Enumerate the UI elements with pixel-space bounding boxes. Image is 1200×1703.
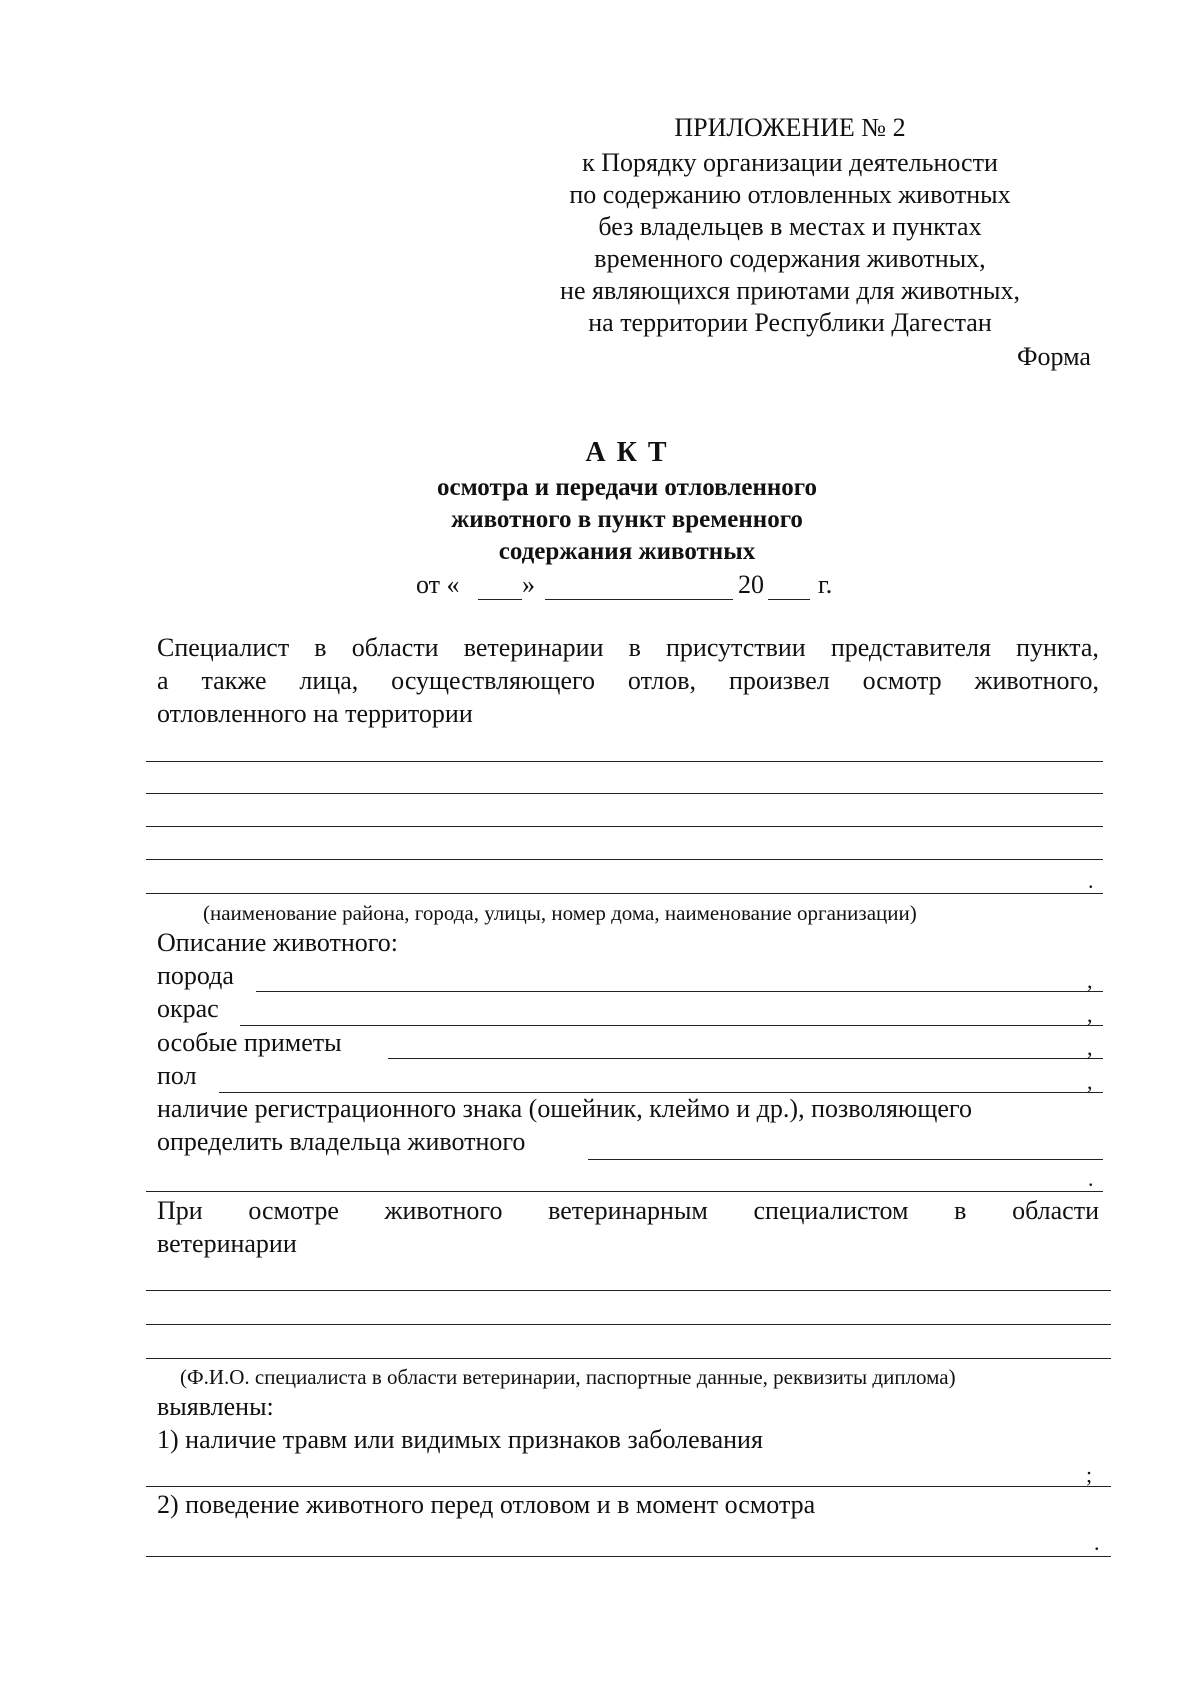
registration-line: наличие регистрационного знака (ошейник, клеймо и др.), позволяющего <box>157 1094 972 1123</box>
territory-line[interactable] <box>146 761 1103 762</box>
word: представителя <box>830 633 991 662</box>
word: лица, <box>299 666 359 695</box>
date-mid: » <box>522 570 535 599</box>
breed-label: порода <box>157 961 234 990</box>
intro-line: отловленного на территории <box>157 699 473 728</box>
word: животного <box>384 1196 503 1225</box>
word: животного, <box>974 666 1099 695</box>
finding-1-field[interactable] <box>146 1486 1111 1487</box>
header-line: не являющихся приютами для животных, <box>560 276 1020 305</box>
comma-mark: , <box>1087 1035 1093 1060</box>
header-line: к Порядку организации деятельности <box>582 148 998 177</box>
comma-mark: , <box>1087 968 1093 993</box>
finding-1: 1) наличие травм или видимых признаков заболевания <box>157 1425 763 1454</box>
word: в <box>314 633 327 662</box>
word: отлов, <box>627 666 697 695</box>
day-field[interactable] <box>478 599 522 600</box>
semicolon-mark: ; <box>1086 1462 1093 1487</box>
territory-line[interactable] <box>146 793 1103 794</box>
territory-line[interactable] <box>146 859 1103 860</box>
specialist-line[interactable] <box>146 1324 1111 1325</box>
specialist-line[interactable] <box>146 1358 1111 1359</box>
exam-line <box>157 1196 1099 1226</box>
word: ветеринарии <box>463 633 604 662</box>
comma-mark: , <box>1087 1002 1093 1027</box>
specialist-caption: (Ф.И.О. специалиста в области ветеринарии, паспортные данные, реквизиты диплома) <box>180 1365 956 1389</box>
date-year: 20 <box>738 570 764 599</box>
word: При <box>157 1196 203 1225</box>
form-label: Форма <box>1017 342 1091 371</box>
marks-label: особые приметы <box>157 1028 342 1057</box>
word: ветеринарным <box>548 1196 708 1225</box>
period-mark: . <box>1094 1530 1100 1555</box>
breed-field[interactable] <box>256 991 1103 992</box>
word: также <box>201 666 267 695</box>
header-line: на территории Республики Дагестан <box>588 308 992 337</box>
territory-caption: (наименование района, города, улицы, номер дома, наименование организации) <box>203 901 917 925</box>
period-mark: . <box>1088 868 1094 893</box>
finding-2: 2) поведение животного перед отловом и в момент осмотра <box>157 1490 816 1519</box>
registration-line: определить владельца животного <box>157 1127 526 1156</box>
word: в <box>954 1196 967 1225</box>
word: области <box>351 633 439 662</box>
word: осмотре <box>248 1196 339 1225</box>
header-line: по содержанию отловленных животных <box>569 180 1011 209</box>
found-label: выявлены: <box>157 1392 274 1421</box>
act-word: А К Т <box>585 437 669 468</box>
word: специалистом <box>753 1196 909 1225</box>
sex-field[interactable] <box>219 1092 1103 1093</box>
intro-line <box>157 666 1099 696</box>
description-heading: Описание животного: <box>157 928 399 957</box>
word: области <box>1012 1196 1099 1225</box>
exam-line: ветеринарии <box>157 1229 297 1258</box>
territory-line[interactable] <box>146 826 1103 827</box>
territory-line[interactable] <box>146 893 1103 894</box>
owner-field-continued[interactable] <box>146 1191 1103 1192</box>
title-line: животного в пункт временного <box>451 506 803 533</box>
title-line: осмотра и передачи отловленного <box>437 474 817 501</box>
comma-mark: , <box>1087 1069 1093 1094</box>
color-label: окрас <box>157 994 219 1023</box>
word: Специалист <box>157 633 290 662</box>
header-line: без владельцев в местах и пунктах <box>598 212 982 241</box>
period-mark: . <box>1088 1166 1094 1191</box>
word: а <box>157 666 169 695</box>
word: в <box>628 633 641 662</box>
word: присутствии <box>665 633 806 662</box>
marks-field[interactable] <box>388 1058 1103 1059</box>
appendix-number: ПРИЛОЖЕНИЕ № 2 <box>674 113 906 142</box>
word: произвел <box>728 666 830 695</box>
finding-2-field[interactable] <box>146 1556 1111 1557</box>
word: осуществляющего <box>391 666 595 695</box>
word: осмотр <box>862 666 942 695</box>
year-field[interactable] <box>768 599 810 600</box>
owner-field[interactable] <box>588 1159 1103 1160</box>
sex-label: пол <box>157 1061 197 1090</box>
specialist-line[interactable] <box>146 1290 1111 1291</box>
month-field[interactable] <box>545 599 733 600</box>
color-field[interactable] <box>240 1025 1103 1026</box>
date-suffix: г. <box>818 570 833 599</box>
intro-line <box>157 633 1099 663</box>
title-line: содержания животных <box>498 538 756 565</box>
word: пункта, <box>1016 633 1099 662</box>
date-prefix: от « <box>416 570 460 599</box>
header-line: временного содержания животных, <box>594 244 986 273</box>
